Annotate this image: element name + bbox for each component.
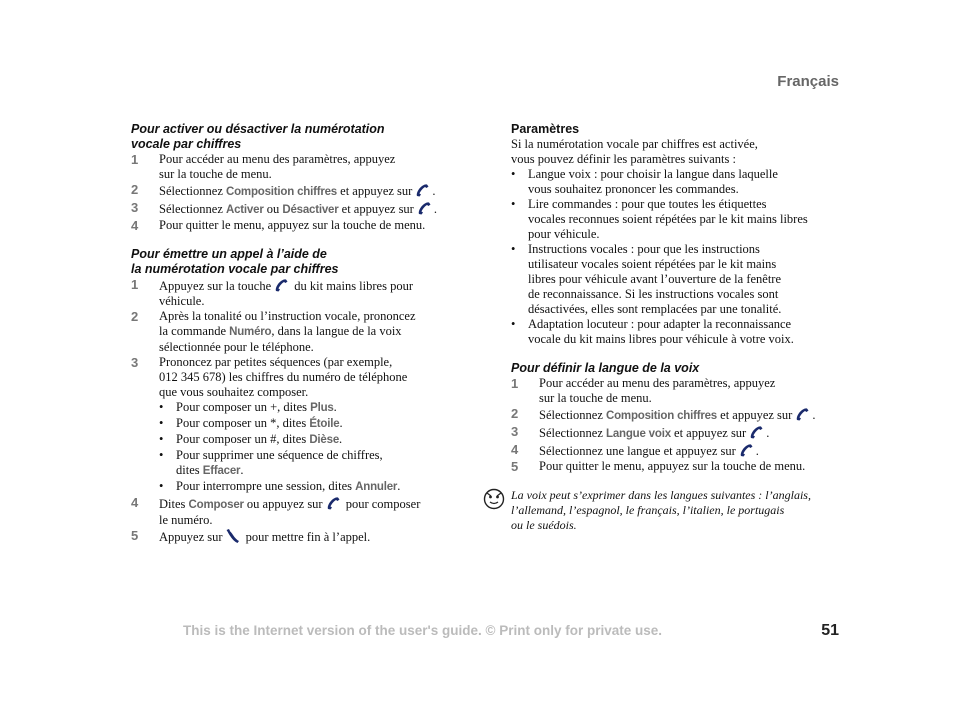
step-2: 2 Après la tonalité ou l’instruction vocale, prononcez la commande Numéro, dans la langue de la voix sélectionnée pour le téléphone. xyxy=(131,309,416,354)
intro-text: Si la numérotation vocale par chiffres est activée, vous pouvez définir les paramètres suivants : xyxy=(511,137,758,166)
call-key-icon xyxy=(325,495,341,511)
step-3: 3 Sélectionnez Activer ou Désactiver et appuyez sur . xyxy=(131,200,437,216)
menu-item-diese: Dièse xyxy=(309,434,340,446)
parameters-list xyxy=(511,167,846,347)
section-parameters xyxy=(511,122,846,347)
note-box xyxy=(511,488,846,533)
menu-item-plus: Plus xyxy=(310,402,334,414)
list-item: • Pour supprimer une séquence de chiffres, dites Effacer. xyxy=(159,448,471,479)
note-text: La voix peut s’exprimer dans les langues suivantes : l’anglais, l’allemand, l’espagnol, le français, l’italien, le portugais ou le suédois. xyxy=(511,488,811,532)
list-item: • Lire commandes : pour que toutes les étiquettes vocales reconnues soient répétées par le kit mains libres pour véhicule. xyxy=(511,197,846,242)
menu-item-langue-voix: Langue voix xyxy=(606,428,671,440)
language-header: Français xyxy=(777,73,839,90)
list-item: • Adaptation locuteur : pour adapter la reconnaissance vocale du kit mains libres pour véhicule à votre voix. xyxy=(511,317,846,347)
list-item: • Pour composer un #, dites Dièse. xyxy=(159,432,471,448)
step-5: 5 Appuyez sur pour mettre fin à l’appel. xyxy=(131,528,371,544)
step-1: 1 Pour accéder au menu des paramètres, appuyez sur la touche de menu. xyxy=(511,376,776,405)
note-icon xyxy=(483,488,505,510)
call-key-icon xyxy=(416,200,432,216)
menu-item-composition-chiffres: Composition chiffres xyxy=(606,410,718,422)
step-3: 3 Sélectionnez Langue voix et appuyez sur . xyxy=(511,424,770,440)
menu-item-numero: Numéro xyxy=(229,326,272,338)
menu-item-effacer: Effacer xyxy=(202,465,241,477)
right-column xyxy=(511,122,846,533)
page-number: 51 xyxy=(821,622,839,639)
step-4: 4 Sélectionnez une langue et appuyez sur . xyxy=(511,442,759,458)
list-item: • Pour interrompre une session, dites Annuler. xyxy=(159,479,471,495)
menu-item-composer: Composer xyxy=(188,499,244,511)
menu-item-activer: Activer xyxy=(226,204,264,216)
section-title: Pour activer ou désactiver la numérotation vocale par chiffres xyxy=(131,122,385,151)
step-1: 1 Appuyez sur la touche du kit mains libres pour véhicule. xyxy=(131,277,413,308)
section-title: Paramètres xyxy=(511,122,580,136)
list-item: • Instructions vocales : pour que les instructions utilisateur vocales soient répétées par le kit mains libres pour véhicule avant l’ouverture de la fenêtre de reconnaissance. Si les instructions vocales sont désactivées, elles sont remplacées par une tonalité. xyxy=(511,242,846,317)
section-activate-digit-dialing xyxy=(131,122,471,233)
section-set-voice-language xyxy=(511,361,846,474)
left-column xyxy=(131,122,471,559)
menu-item-etoile: Étoile xyxy=(309,418,340,430)
call-key-icon xyxy=(794,406,810,422)
section-title: Pour définir la langue de la voix xyxy=(511,361,700,375)
section-title: Pour émettre un appel à l’aide de la numérotation vocale par chiffres xyxy=(131,247,339,276)
menu-item-composition-chiffres: Composition chiffres xyxy=(226,186,338,198)
call-key-icon xyxy=(414,182,430,198)
section-make-call-digit-dialing xyxy=(131,247,471,545)
menu-item-desactiver: Désactiver xyxy=(282,204,339,216)
step-5: 5 Pour quitter le menu, appuyez sur la touche de menu. xyxy=(511,459,806,474)
list-item: • Pour composer un *, dites Étoile. xyxy=(159,416,471,432)
internet-version-notice: This is the Internet version of the user's guide. © Print only for private use. xyxy=(183,623,662,638)
call-key-icon xyxy=(748,424,764,440)
list-item: • Langue voix : pour choisir la langue dans laquelle vous souhaitez prononcer les commandes. xyxy=(511,167,846,197)
sub-bullet-list xyxy=(159,400,471,495)
menu-item-annuler: Annuler xyxy=(355,481,398,493)
list-item: • Pour composer un +, dites Plus. xyxy=(159,400,471,416)
end-call-key-icon xyxy=(225,528,241,544)
call-key-icon xyxy=(738,442,754,458)
step-2: 2 Sélectionnez Composition chiffres et appuyez sur . xyxy=(511,406,816,422)
step-4: 4 Dites Composer ou appuyez sur pour composer le numéro. xyxy=(131,495,421,527)
call-key-icon xyxy=(273,277,289,293)
step-1: 1 Pour accéder au menu des paramètres, appuyez sur la touche de menu. xyxy=(131,152,396,181)
step-2: 2 Sélectionnez Composition chiffres et appuyez sur . xyxy=(131,182,436,198)
step-3: 3 Prononcez par petites séquences (par exemple, 012 345 678) les chiffres du numéro de téléphone que vous souhaitez composer. • Pour composer un +, dites Plus. • Pour composer un *, dites Étoile. • Pour composer un #, dites Dièse. • Pour supprimer une séquence de chiffres, dites Effacer. • Pour interrompre une session, dites Annuler. xyxy=(131,355,471,495)
step-4: 4 Pour quitter le menu, appuyez sur la touche de menu. xyxy=(131,218,426,233)
